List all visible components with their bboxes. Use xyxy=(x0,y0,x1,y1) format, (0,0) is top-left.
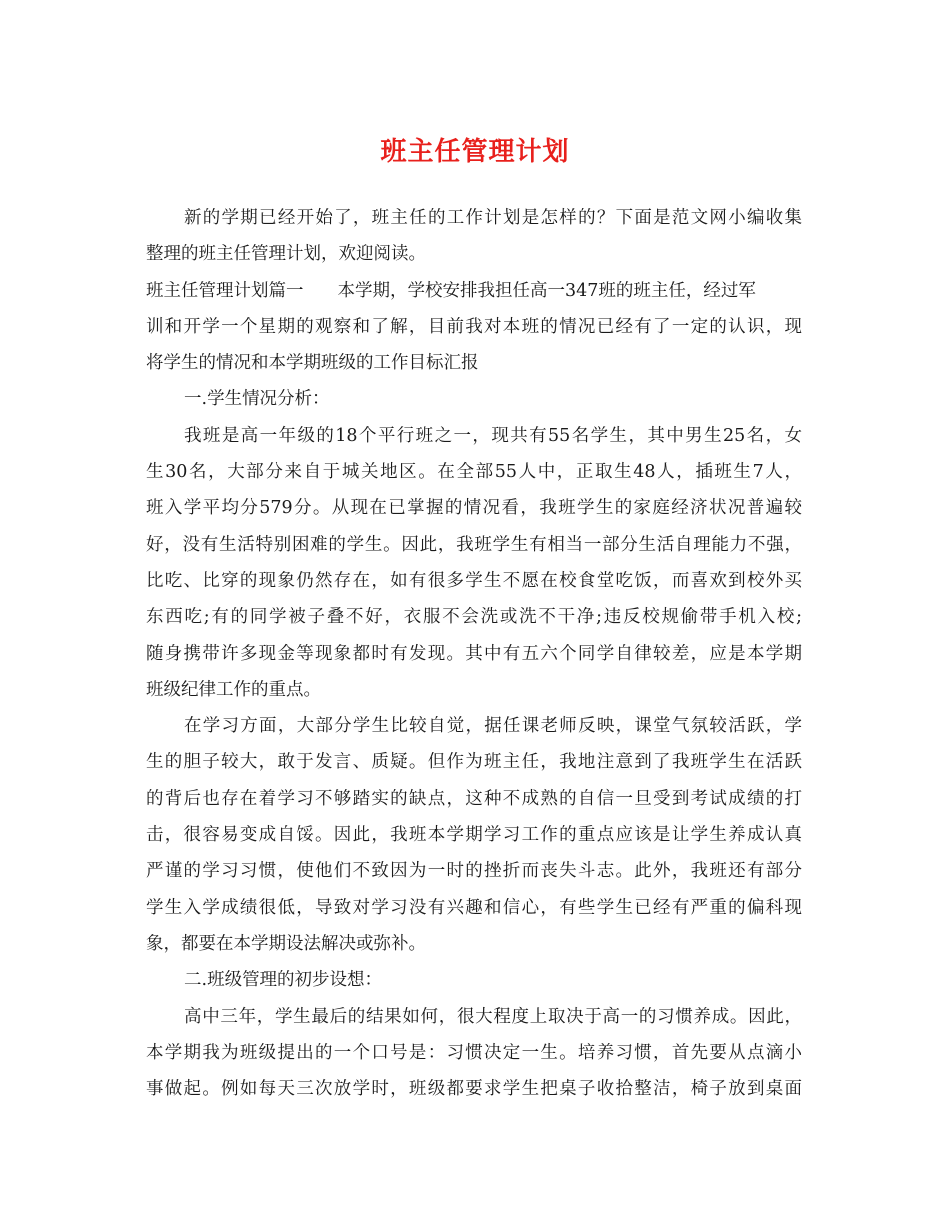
text-line: 事做起。例如每天三次放学时，班级都要求学生把桌子收拾整洁，椅子放到桌面 xyxy=(146,1079,802,1100)
text-line xyxy=(146,273,802,309)
document-body xyxy=(146,200,802,1107)
text-line: 训和开学一个星期的观察和了解，目前我对本班的情况已经有了一定的认识，现 xyxy=(146,316,802,337)
text-span: 本学期，学校安排我担任高一347班的班主任，经过军 xyxy=(337,280,756,301)
text-line: 学生入学成绩很低，导致对学习没有兴趣和信心，有些学生已经有严重的偏科现 xyxy=(146,897,802,918)
text-line: 整理的班主任管理计划，欢迎阅读。 xyxy=(146,244,426,265)
text-line: 新的学期已经开始了，班主任的工作计划是怎样的？下面是范文网小编收集 xyxy=(184,208,802,228)
text-line: 在学习方面，大部分学生比较自觉，据任课老师反映，课堂气氛较活跃，学 xyxy=(184,716,802,737)
text-line: 比吃、比穿的现象仍然存在，如有很多学生不愿在校食堂吃饭，而喜欢到校外买 xyxy=(146,570,802,591)
text-line: 班级纪律工作的重点。 xyxy=(146,679,321,700)
text-line: 高中三年，学生最后的结果如何，很大程度上取决于高一的习惯养成。因此， xyxy=(184,1006,802,1027)
text-line: 将学生的情况和本学期班级的工作目标汇报 xyxy=(146,353,479,374)
document-title: 班主任管理计划 xyxy=(380,137,570,167)
text-line: 班入学平均分579分。从现在已掌握的情况看，我班学生的家庭经济状况普遍较 xyxy=(146,498,802,519)
text-line: 东西吃;有的同学被子叠不好，衣服不会洗或洗不干净;违反校规偷带手机入校; xyxy=(146,607,802,628)
text-line: 随身携带许多现金等现象都时有发现。其中有五六个同学自律较差，应是本学期 xyxy=(146,643,802,664)
section-heading: 班主任管理计划篇一 xyxy=(146,280,304,301)
text-line: 我班是高一年级的18个平行班之一，现共有55名学生，其中男生25名，女 xyxy=(184,425,802,446)
text-line: 象，都要在本学期设法解决或弥补。 xyxy=(146,933,426,954)
text-line: 的背后也存在着学习不够踏实的缺点，这种不成熟的自信一旦受到考试成绩的打 xyxy=(146,788,802,809)
text-line: 严谨的学习习惯，使他们不致因为一时的挫折而丧失斗志。此外，我班还有部分 xyxy=(146,861,802,882)
text-line: 生30名，大部分来自于城关地区。在全部55人中，正取生48人，插班生7人， xyxy=(146,462,802,483)
section-heading: 一.学生情况分析： xyxy=(184,389,330,410)
text-line: 击，很容易变成自馁。因此，我班本学期学习工作的重点应该是让学生养成认真 xyxy=(146,825,802,846)
text-line: 生的胆子较大，敢于发言、质疑。但作为班主任，我地注意到了我班学生在活跃 xyxy=(146,752,802,773)
text-line: 好，没有生活特别困难的学生。因此，我班学生有相当一部分生活自理能力不强， xyxy=(146,534,802,555)
text-line: 本学期我为班级提出的一个口号是：习惯决定一生。培养习惯，首先要从点滴小 xyxy=(146,1042,802,1063)
section-heading: 二.班级管理的初步设想： xyxy=(184,970,383,991)
